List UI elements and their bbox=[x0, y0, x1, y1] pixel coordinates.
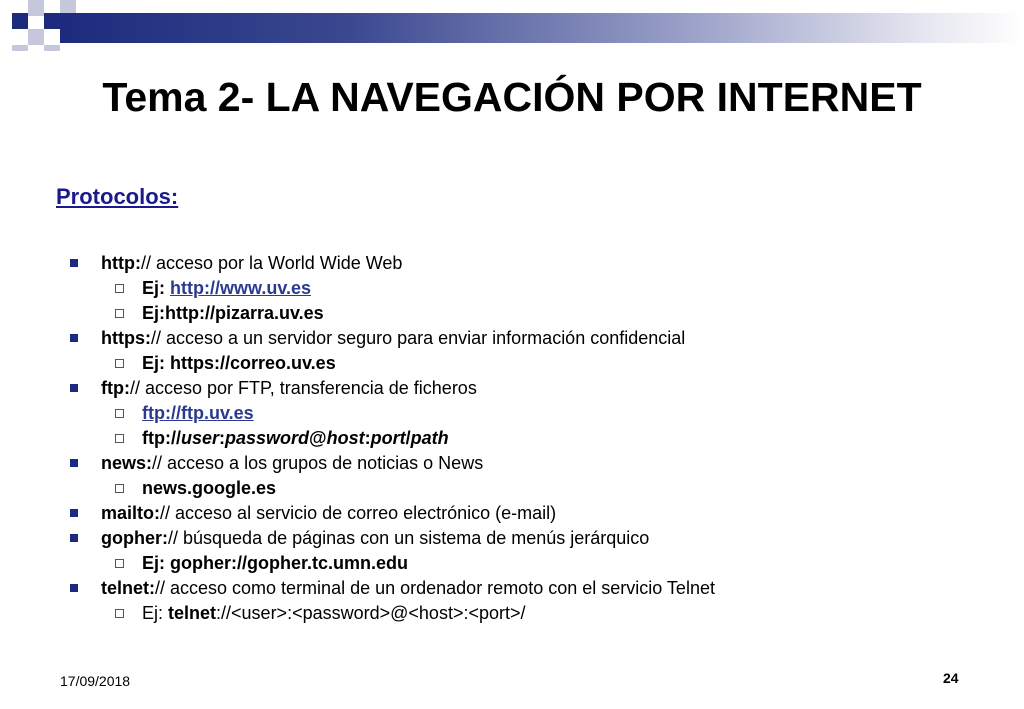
list-subitem: Ej: telnet://<user>:<password>@<host>:<port>/ bbox=[115, 602, 526, 624]
list-item-mailto: mailto:// acceso al servicio de correo electrónico (e-mail) bbox=[70, 502, 556, 524]
decor-square bbox=[44, 13, 60, 29]
list-subitem: Ej:http://pizarra.uv.es bbox=[115, 302, 324, 324]
square-bullet-icon bbox=[70, 459, 78, 467]
hollow-square-bullet-icon bbox=[115, 559, 124, 568]
section-heading: Protocolos: bbox=[56, 184, 179, 209]
decor-square bbox=[12, 45, 28, 51]
square-bullet-icon bbox=[70, 534, 78, 542]
square-bullet-icon bbox=[70, 584, 78, 592]
list-item-ftp: ftp:// acceso por FTP, transferencia de ficheros bbox=[70, 377, 477, 399]
header-gradient-bar bbox=[60, 13, 1024, 43]
hollow-square-bullet-icon bbox=[115, 609, 124, 618]
decor-square bbox=[60, 0, 76, 13]
decor-square bbox=[28, 29, 44, 45]
list-item-news: news:// acceso a los grupos de noticias o News bbox=[70, 452, 483, 474]
list-subitem: ftp://user:password@host:port/path bbox=[115, 427, 449, 449]
list-item-http: http:// acceso por la World Wide Web bbox=[70, 252, 402, 274]
slide-date: 17/09/2018 bbox=[60, 673, 131, 689]
page-number: 24 bbox=[943, 670, 959, 686]
decor-square bbox=[44, 45, 60, 51]
list-subitem: news.google.es bbox=[115, 477, 276, 499]
square-bullet-icon bbox=[70, 334, 78, 342]
hollow-square-bullet-icon bbox=[115, 284, 124, 293]
hollow-square-bullet-icon bbox=[115, 434, 124, 443]
list-subitem bbox=[115, 402, 254, 424]
hollow-square-bullet-icon bbox=[115, 359, 124, 368]
decor-square bbox=[28, 0, 44, 16]
hollow-square-bullet-icon bbox=[115, 484, 124, 493]
hollow-square-bullet-icon bbox=[115, 309, 124, 318]
square-bullet-icon bbox=[70, 259, 78, 267]
list-subitem: Ej: http://www.uv.es bbox=[115, 277, 311, 299]
list-subitem: Ej: https://correo.uv.es bbox=[115, 352, 336, 374]
list-subitem: Ej: gopher://gopher.tc.umn.edu bbox=[115, 552, 408, 574]
hollow-square-bullet-icon bbox=[115, 409, 124, 418]
list-item-https: https:// acceso a un servidor seguro para enviar información confidencial bbox=[70, 327, 685, 349]
slide-title: Tema 2- LA NAVEGACIÓN POR INTERNET bbox=[102, 74, 922, 120]
square-bullet-icon bbox=[70, 384, 78, 392]
link-ftp[interactable]: ftp://ftp.uv.es bbox=[142, 403, 254, 423]
link-uv[interactable]: http://www.uv.es bbox=[170, 278, 312, 298]
list-item-gopher: gopher:// búsqueda de páginas con un sistema de menús jerárquico bbox=[70, 527, 649, 549]
list-item-telnet: telnet:// acceso como terminal de un ordenador remoto con el servicio Telnet bbox=[70, 577, 715, 599]
decor-square bbox=[12, 13, 28, 29]
square-bullet-icon bbox=[70, 509, 78, 517]
